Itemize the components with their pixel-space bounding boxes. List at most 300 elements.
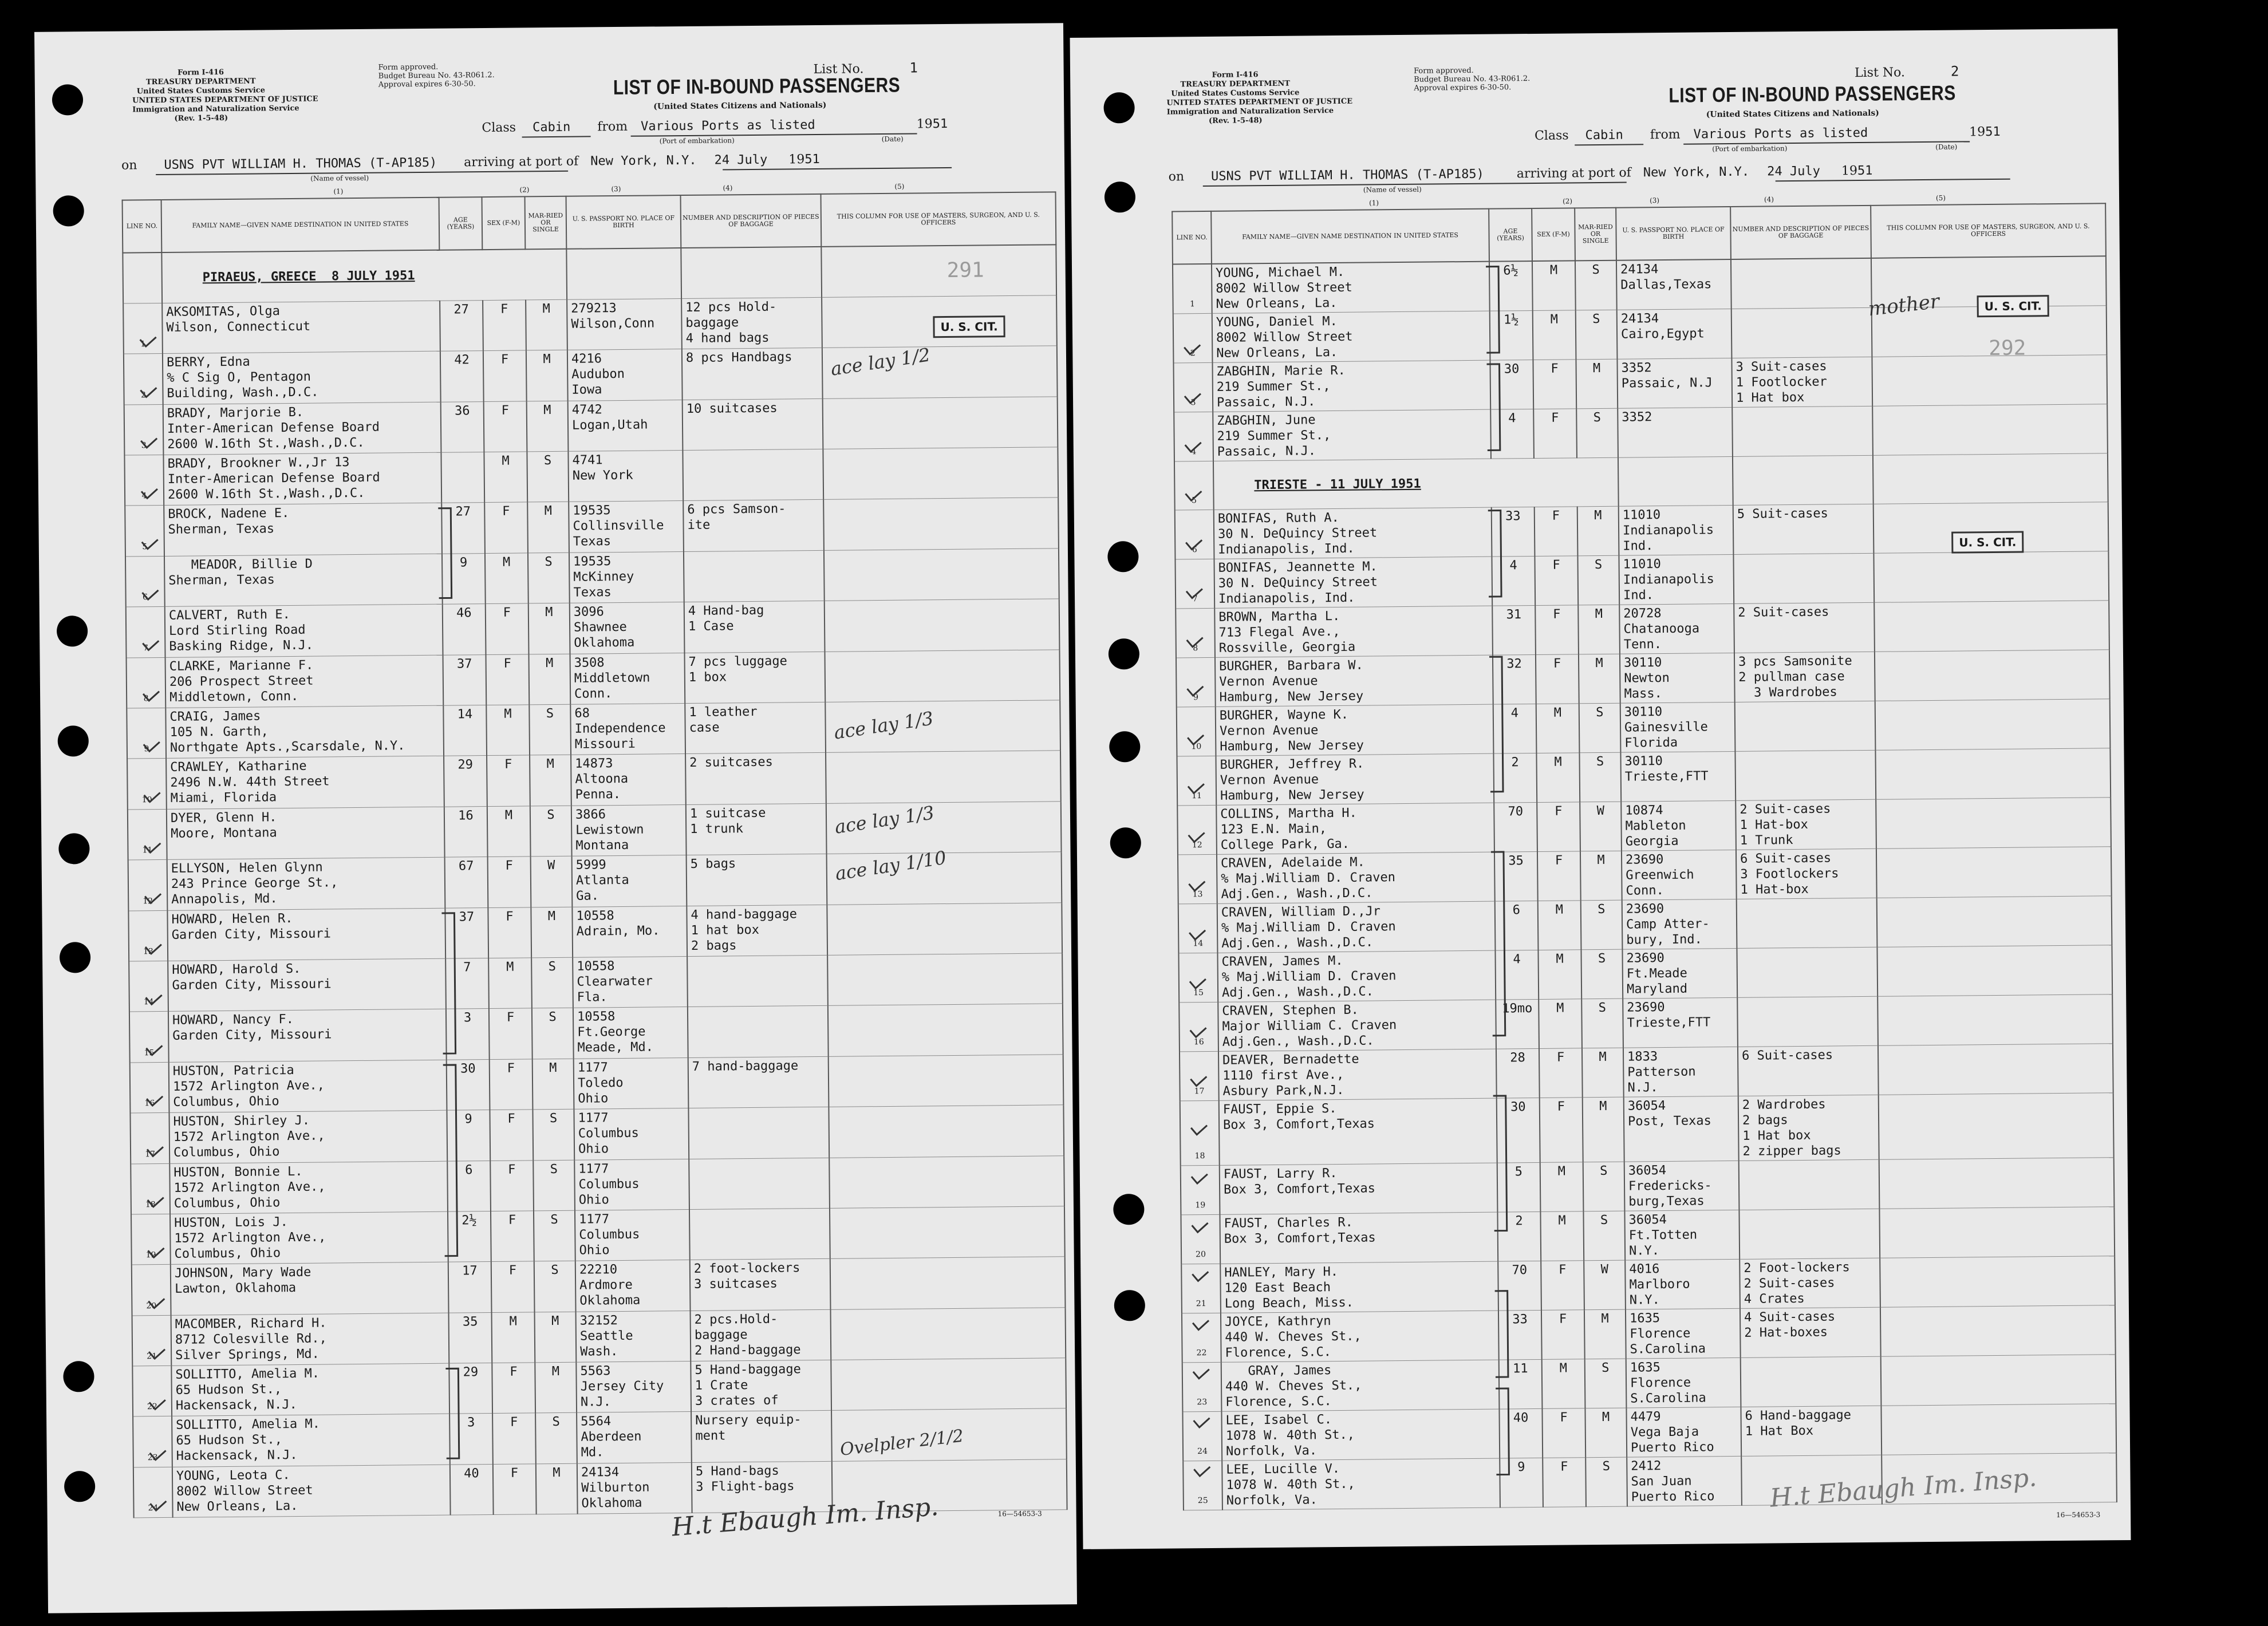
class-label: Class bbox=[482, 120, 516, 136]
check-mark bbox=[1192, 1174, 1208, 1183]
check-mark bbox=[142, 539, 158, 548]
line-number: 8 bbox=[1176, 609, 1215, 658]
age-cell: 2 bbox=[1493, 753, 1537, 803]
check-mark bbox=[1189, 882, 1205, 891]
passport-birthplace: 10558 Ft.George Meade, Md. bbox=[573, 1007, 688, 1059]
passport-birthplace: 11010 Indianapolis Ind. bbox=[1619, 555, 1734, 605]
baggage-description: 6 Hand-baggage 1 Hat Box bbox=[1741, 1406, 1882, 1456]
line-number: 19 bbox=[1181, 1166, 1220, 1215]
age-cell: 70 bbox=[1494, 803, 1537, 853]
age-cell: 37 bbox=[445, 907, 488, 958]
sex-cell: M bbox=[1538, 950, 1581, 1000]
line-number: 23 bbox=[133, 1416, 172, 1467]
passport-birthplace: 23690 Greenwich Conn. bbox=[1622, 850, 1737, 901]
age-cell: 33 bbox=[1498, 1311, 1542, 1360]
port-section-heading: PIRAEUS, GREECE 8 JULY 1951 bbox=[161, 249, 567, 303]
age-cell: 28 bbox=[1496, 1049, 1540, 1099]
list-number-value: 1 bbox=[909, 60, 918, 76]
baggage-description: 4 Hand-bag 1 Case bbox=[684, 601, 825, 653]
marital-status-cell: M bbox=[526, 350, 568, 401]
passenger-name-address: FAUST, Charles R. Box 3, Comfort,Texas bbox=[1220, 1212, 1498, 1264]
passenger-name-address: BURGHER, Wayne K. Vernon Avenue Hamburg, New Jersey bbox=[1216, 704, 1494, 756]
marital-status-cell: S bbox=[527, 451, 569, 502]
us-citizen-stamp: U. S. CIT. bbox=[1951, 531, 2024, 554]
marital-status-cell: S bbox=[1585, 1457, 1627, 1507]
check-mark bbox=[1188, 784, 1204, 793]
sex-cell: F bbox=[492, 1363, 535, 1414]
family-bracket bbox=[445, 1368, 459, 1458]
arrival-port: New York, N.Y. bbox=[1643, 164, 1750, 180]
age-cell: 30 bbox=[447, 1059, 490, 1110]
baggage-description: 1 leather case bbox=[685, 702, 826, 754]
marital-status-cell: S bbox=[1577, 555, 1619, 605]
marital-status-cell: W bbox=[531, 856, 573, 907]
passport-birthplace: 24134 Dallas,Texas bbox=[1616, 259, 1731, 310]
us-citizen-stamp: U. S. CIT. bbox=[933, 315, 1005, 338]
passport-birthplace: 1635 Florence S.Carolina bbox=[1626, 1309, 1741, 1359]
sex-cell: F bbox=[488, 907, 531, 958]
marital-status-cell: M bbox=[1577, 506, 1619, 556]
on-label: on bbox=[121, 158, 137, 173]
sex-cell: F bbox=[487, 755, 530, 806]
age-cell: 4 bbox=[1490, 409, 1534, 459]
sex-cell: F bbox=[1539, 1048, 1583, 1098]
line-number: 24 bbox=[1182, 1412, 1222, 1462]
age-cell: 9 bbox=[447, 1110, 490, 1161]
line-number: 17 bbox=[1180, 1052, 1219, 1102]
baggage-description: 2 Wardrobes 2 bags 1 Hat box 2 zipper bags bbox=[1738, 1095, 1879, 1161]
age-cell: 37 bbox=[443, 654, 487, 705]
check-mark bbox=[145, 945, 161, 954]
marital-status-cell: M bbox=[535, 1312, 577, 1363]
passenger-name-address: BERRY, Edna % C Sig O, Pentagon Building, Wash.,D.C. bbox=[163, 352, 441, 405]
marital-status-cell: M bbox=[530, 755, 571, 806]
marital-status-cell: S bbox=[528, 552, 570, 603]
baggage-description: 5 Hand-baggage 1 Crate 3 crates of bbox=[691, 1360, 831, 1412]
on-label: on bbox=[1168, 169, 1185, 184]
passenger-name-address: BROCK, Nadene E. Sherman, Texas bbox=[164, 503, 442, 557]
baggage-description: 4 Suit-cases 2 Hat-boxes bbox=[1740, 1307, 1881, 1357]
sex-cell: F bbox=[486, 603, 529, 654]
line-number: 3 bbox=[1173, 362, 1213, 412]
age-cell: 17 bbox=[448, 1262, 492, 1313]
passenger-name-address: ELLYSON, Helen Glynn 243 Prince George St., Annapolis, Md. bbox=[167, 857, 445, 910]
agency-customs: United States Customs Service bbox=[136, 86, 266, 96]
baggage-description: 6 pcs Samson- ite bbox=[683, 500, 824, 552]
approval-line: Form approved. bbox=[378, 62, 439, 72]
passport-birthplace: 10874 Mableton Georgia bbox=[1621, 801, 1736, 851]
approval-expiry-line: Approval expires 6-30-50. bbox=[378, 80, 476, 89]
baggage-description: 2 foot-lockers 3 suitcases bbox=[690, 1259, 831, 1311]
port-caption: (Port of embarkation) bbox=[1712, 144, 1788, 153]
check-mark bbox=[144, 792, 160, 802]
col-num-1: (1) bbox=[1368, 199, 1379, 207]
check-mark bbox=[140, 388, 156, 397]
marital-status-cell: M bbox=[527, 502, 569, 553]
marital-status-cell: W bbox=[1580, 802, 1622, 851]
page-title: LIST OF IN-BOUND PASSENGERS bbox=[1669, 82, 1956, 108]
passenger-name-address: LEE, Isabel C. 1078 W. 40th St., Norfolk, Va. bbox=[1221, 1409, 1500, 1461]
check-mark bbox=[1190, 1028, 1206, 1037]
from-label: from bbox=[1650, 127, 1681, 143]
passport-birthplace: 32152 Seattle Wash. bbox=[576, 1311, 691, 1362]
passenger-name-address: BRADY, Marjorie B. Inter-American Defense Board 2600 W.16th St.,Wash.,D.C. bbox=[163, 402, 441, 455]
arriving-label: arriving at port of bbox=[464, 154, 579, 170]
handwritten-annotation: mother bbox=[1867, 290, 1941, 321]
marital-status-cell: S bbox=[1581, 900, 1623, 950]
check-mark bbox=[1190, 979, 1206, 988]
sex-cell: M bbox=[487, 806, 531, 857]
check-mark bbox=[1194, 1467, 1210, 1476]
page-subtitle: (United States Citizens and Nationals) bbox=[653, 100, 827, 112]
family-bracket bbox=[1487, 364, 1500, 451]
passport-birthplace: 23690 Ft.Meade Maryland bbox=[1622, 949, 1737, 999]
arrival-date: 24 July bbox=[714, 152, 768, 168]
check-mark bbox=[1185, 443, 1201, 452]
age-cell: 40 bbox=[450, 1464, 494, 1515]
sex-cell: M bbox=[486, 705, 530, 756]
checkmark-overlay bbox=[34, 23, 1077, 1613]
line-number: 8 bbox=[127, 657, 166, 708]
check-mark bbox=[1189, 832, 1205, 842]
passenger-name-address: BONIFAS, Jeannette M. 30 N. DeQuincy Street Indianapolis, Ind. bbox=[1214, 557, 1492, 608]
passport-birthplace: 5564 Aberdeen Md. bbox=[577, 1412, 692, 1463]
agency-justice: UNITED STATES DEPARTMENT OF JUSTICE bbox=[1166, 97, 1353, 108]
age-cell: 6 bbox=[1495, 901, 1539, 951]
family-bracket bbox=[1486, 267, 1499, 353]
marital-status-cell: S bbox=[530, 806, 572, 857]
passport-birthplace: 3352 bbox=[1618, 407, 1733, 457]
port-caption: (Port of embarkation) bbox=[659, 136, 735, 145]
handwritten-annotation: ace lay 1/3 bbox=[833, 802, 936, 838]
sex-cell: F bbox=[1537, 851, 1581, 901]
sex-cell: M bbox=[1532, 261, 1576, 310]
page-stamp-number: 291 bbox=[946, 258, 984, 283]
passport-birthplace: 4016 Marlboro N.Y. bbox=[1625, 1260, 1740, 1310]
sex-cell: F bbox=[493, 1464, 537, 1515]
form-number: Form I-416 bbox=[1212, 70, 1259, 80]
vessel-name: USNS PVT WILLIAM H. THOMAS (T-AP185) bbox=[1210, 167, 1484, 184]
family-bracket bbox=[443, 1065, 457, 1256]
handwritten-annotation: Ovelpler 2/1/2 bbox=[839, 1426, 965, 1460]
marital-status-cell: M bbox=[535, 1362, 577, 1413]
marital-status-cell: S bbox=[1576, 408, 1618, 458]
embark-year: 51 bbox=[1985, 124, 2001, 140]
passenger-name-address: LEE, Lucille V. 1078 W. 40th St., Norfolk, Va. bbox=[1222, 1458, 1500, 1510]
line-number: 23 bbox=[1182, 1363, 1222, 1412]
class-value: Cabin bbox=[1585, 128, 1623, 143]
marital-status-cell: S bbox=[1583, 1162, 1625, 1211]
sex-cell: F bbox=[1537, 802, 1580, 852]
form-revision: (Rev. 1-5-48) bbox=[174, 113, 228, 123]
passport-birthplace: 36054 Fredericks- burg,Texas bbox=[1624, 1161, 1740, 1211]
passport-birthplace: 23690 Camp Atter- bury, Ind. bbox=[1622, 899, 1737, 950]
arrival-date: 24 July bbox=[1767, 164, 1821, 179]
vessel-caption: (Name of vessel) bbox=[310, 173, 369, 183]
line-number: 5 bbox=[125, 506, 164, 557]
passport-birthplace: 279213 Wilson,Conn bbox=[567, 298, 682, 350]
marital-status-cell: M bbox=[1580, 851, 1622, 901]
check-mark bbox=[141, 489, 157, 498]
marital-status-cell: M bbox=[1576, 359, 1618, 409]
check-mark bbox=[1185, 394, 1201, 403]
marital-status-cell: M bbox=[1578, 605, 1620, 654]
passenger-name-address: MACOMBER, Richard H. 8712 Colesville Rd., Silver Springs, Md. bbox=[171, 1313, 449, 1366]
marital-status-cell: M bbox=[1583, 1097, 1624, 1162]
baggage-description: 2 Suit-cases 1 Hat-box 1 Trunk bbox=[1735, 799, 1876, 850]
line-number: 4 bbox=[1174, 412, 1213, 461]
sex-cell: F bbox=[486, 654, 530, 705]
passport-birthplace: 1833 Patterson N.J. bbox=[1623, 1047, 1738, 1098]
passenger-name-address: HOWARD, Nancy F. Garden City, Missouri bbox=[168, 1009, 447, 1063]
marital-status-cell: S bbox=[532, 1008, 574, 1059]
age-cell: 32 bbox=[1493, 655, 1536, 705]
passport-birthplace: 3352 Passaic, N.J bbox=[1617, 358, 1732, 408]
col-num-5: (5) bbox=[894, 182, 905, 191]
line-number: 5 bbox=[1174, 461, 1214, 510]
col-num-4: (4) bbox=[1764, 195, 1774, 204]
marital-status-cell: M bbox=[533, 1059, 574, 1110]
year-prefix: 19 bbox=[1841, 164, 1858, 179]
passenger-name-address: HUSTON, Shirley J. 1572 Arlington Ave., Columbus, Ohio bbox=[169, 1110, 447, 1163]
sex-cell: F bbox=[490, 1160, 534, 1211]
header-sex: SEX (F-M) bbox=[482, 196, 526, 250]
sex-cell: M bbox=[1533, 310, 1576, 360]
line-number: 2 bbox=[1173, 313, 1213, 363]
header-line-no: LINE NO. bbox=[1172, 211, 1212, 265]
check-mark bbox=[148, 1248, 164, 1257]
age-cell: 5 bbox=[1497, 1163, 1541, 1213]
sex-cell: M bbox=[1542, 1359, 1585, 1409]
form-code: 16—54653-3 bbox=[997, 1509, 1042, 1518]
marital-status-cell: S bbox=[1581, 949, 1623, 999]
sex-cell: F bbox=[483, 350, 527, 401]
line-number: 7 bbox=[126, 607, 165, 658]
year-prefix: 19 bbox=[788, 152, 805, 167]
line-number: 21 bbox=[132, 1315, 172, 1366]
passport-birthplace: 4216 Audubon Iowa bbox=[567, 349, 683, 401]
passenger-name-address: COLLINS, Martha H. 123 E.N. Main, College Park, Ga. bbox=[1216, 803, 1494, 854]
passenger-name-address: SOLLITTO, Amelia M. 65 Hudson St., Hackensack, N.J. bbox=[171, 1363, 449, 1416]
age-cell: 9 bbox=[1500, 1458, 1543, 1508]
line-number: 25 bbox=[1183, 1461, 1222, 1510]
check-mark bbox=[150, 1501, 166, 1510]
passenger-name-address: YOUNG, Leota C. 8002 Willow Street New Orleans, La. bbox=[172, 1465, 451, 1518]
age-cell: 42 bbox=[440, 351, 484, 402]
embark-year: 51 bbox=[932, 116, 948, 132]
baggage-description: 12 pcs Hold- baggage 4 hand bags bbox=[681, 297, 822, 349]
header-line-no: LINE NO. bbox=[123, 200, 162, 253]
inspector-signature: H.t Ebaugh Im. Insp. bbox=[670, 1492, 940, 1542]
age-cell: 40 bbox=[1499, 1409, 1543, 1459]
sex-cell: M bbox=[488, 958, 532, 1009]
passenger-name-address: BROWN, Martha L. 713 Flegal Ave., Rossville, Georgia bbox=[1214, 606, 1493, 657]
passenger-name-address: CRAVEN, William D.,Jr % Maj.William D. Craven Adj.Gen., Wash.,D.C. bbox=[1217, 901, 1496, 953]
passport-birthplace: 20728 Chatanooga Tenn. bbox=[1619, 604, 1734, 654]
manifest-page-1 bbox=[34, 23, 1077, 1613]
passenger-name-address: CRAVEN, James M. % Maj.William D. Craven Adj.Gen., Wash.,D.C. bbox=[1217, 950, 1496, 1002]
sex-cell: F bbox=[491, 1211, 534, 1262]
age-cell: 30 bbox=[1490, 360, 1533, 409]
marital-status-cell: M bbox=[528, 654, 570, 705]
age-cell: 27 bbox=[441, 503, 485, 554]
sex-cell: F bbox=[1541, 1261, 1584, 1311]
check-mark bbox=[146, 995, 162, 1004]
line-number: 15 bbox=[1178, 953, 1218, 1003]
family-bracket bbox=[1495, 1291, 1508, 1378]
form-revision: (Rev. 1-5-48) bbox=[1208, 116, 1263, 125]
age-cell: 35 bbox=[449, 1312, 492, 1363]
sex-cell: M bbox=[492, 1312, 535, 1363]
sex-cell: F bbox=[492, 1413, 536, 1464]
passenger-name-address: BRADY, Brookner W.,Jr 13 Inter-American Defense Board 2600 W.16th St.,Wash.,D.C. bbox=[163, 452, 441, 506]
marital-status-cell: W bbox=[1584, 1260, 1626, 1310]
age-cell: 67 bbox=[445, 857, 488, 908]
passenger-name-address: HUSTON, Lois J. 1572 Arlington Ave., Columbus, Ohio bbox=[170, 1211, 448, 1265]
sex-cell: F bbox=[1535, 556, 1578, 606]
check-mark bbox=[1192, 1223, 1208, 1232]
handwritten-annotation: ace lay 1/2 bbox=[829, 344, 932, 380]
check-mark bbox=[1187, 638, 1203, 647]
age-cell: 27 bbox=[440, 300, 483, 351]
sex-cell: M bbox=[1536, 753, 1580, 803]
passport-birthplace: 36054 Post, Texas bbox=[1624, 1096, 1739, 1162]
agency-ins: Immigration and Naturalization Service bbox=[132, 104, 299, 115]
check-mark bbox=[147, 1147, 163, 1156]
baggage-description: 2 pcs.Hold- baggage 2 Hand-baggage bbox=[691, 1309, 831, 1361]
header-age: AGE (YEARS) bbox=[439, 197, 483, 250]
sex-cell: F bbox=[483, 300, 526, 351]
marital-status-cell: M bbox=[528, 603, 570, 654]
sex-cell: M bbox=[1538, 901, 1581, 950]
sex-cell: F bbox=[1543, 1458, 1586, 1507]
passport-birthplace: 23690 Trieste,FTT bbox=[1623, 998, 1738, 1048]
family-bracket bbox=[1493, 1096, 1507, 1231]
checkmark-overlay bbox=[1070, 29, 2131, 1549]
baggage-description: 5 Hand-bags 3 Flight-bags bbox=[692, 1461, 833, 1513]
vessel-name: USNS PVT WILLIAM H. THOMAS (T-AP185) bbox=[164, 155, 437, 172]
line-number: 3 bbox=[124, 404, 164, 455]
line-number: 1 bbox=[123, 303, 163, 354]
check-mark bbox=[141, 439, 157, 448]
sex-cell: M bbox=[1536, 704, 1580, 753]
passport-birthplace: 11010 Indianapolis Ind. bbox=[1619, 506, 1734, 556]
passenger-name-address: FAUST, Eppie S. Box 3, Comfort,Texas bbox=[1219, 1098, 1497, 1165]
agency-justice: UNITED STATES DEPARTMENT OF JUSTICE bbox=[132, 94, 318, 105]
line-number: 12 bbox=[1177, 806, 1217, 855]
header-passport: U. S. PASSPORT NO. PLACE OF BIRTH bbox=[566, 195, 681, 249]
passenger-name-address: CALVERT, Ruth E. Lord Stirling Road Basking Ridge, N.J. bbox=[165, 604, 443, 657]
col-num-3: (3) bbox=[611, 184, 621, 194]
check-mark bbox=[1192, 1272, 1208, 1281]
col-num-4: (4) bbox=[723, 184, 733, 192]
check-mark bbox=[1193, 1370, 1209, 1379]
inspector-signature: H.t Ebaugh Im. Insp. bbox=[1769, 1463, 2038, 1513]
family-bracket bbox=[1496, 1388, 1509, 1475]
baggage-description: 1 suitcase 1 trunk bbox=[686, 803, 827, 855]
age-cell: 46 bbox=[443, 604, 486, 655]
passport-birthplace: 10558 Adrain, Mo. bbox=[572, 906, 687, 957]
passenger-name-address: AKSOMITAS, Olga Wilson, Connecticut bbox=[162, 301, 440, 354]
line-number: 7 bbox=[1175, 559, 1214, 609]
line-number: 16 bbox=[1179, 1003, 1218, 1052]
page-title: LIST OF IN-BOUND PASSENGERS bbox=[613, 74, 901, 100]
sex-cell: F bbox=[488, 857, 531, 907]
age-cell: 29 bbox=[449, 1363, 492, 1414]
age-cell: 6 bbox=[447, 1161, 491, 1211]
line-number: 13 bbox=[128, 910, 168, 961]
baggage-description: Nursery equip- ment bbox=[691, 1411, 832, 1463]
marital-status-cell: M bbox=[527, 401, 569, 452]
list-number-label: List No. bbox=[1854, 65, 1906, 81]
passport-birthplace: 3096 Shawnee Oklahoma bbox=[570, 602, 685, 654]
passport-birthplace: 36054 Ft.Totten N.Y. bbox=[1624, 1210, 1740, 1261]
year-prefix: 19 bbox=[916, 117, 933, 132]
line-number: 20 bbox=[132, 1265, 171, 1316]
sex-cell: F bbox=[490, 1110, 533, 1161]
header-married: MAR-RIED OR SINGLE bbox=[1575, 208, 1616, 261]
sex-cell: F bbox=[1535, 507, 1578, 557]
sex-cell: M bbox=[484, 452, 527, 503]
passenger-name-address: HUSTON, Patricia 1572 Arlington Ave., Columbus, Ohio bbox=[169, 1060, 447, 1113]
col-num-2: (2) bbox=[1562, 197, 1573, 206]
line-number: 19 bbox=[131, 1214, 171, 1265]
marital-status-cell: M bbox=[1582, 1048, 1624, 1098]
age-cell: 2½ bbox=[448, 1211, 491, 1262]
date-caption: (Date) bbox=[1935, 143, 1958, 151]
line-number: 2 bbox=[124, 354, 163, 405]
passenger-name-address: HANLEY, Mary H. 120 East Beach Long Beach, Miss. bbox=[1220, 1261, 1498, 1313]
baggage-description: 2 Foot-lockers 2 Suit-cases 4 Crates bbox=[1740, 1258, 1880, 1308]
check-mark bbox=[144, 742, 160, 751]
handwritten-annotation: ace lay 1/10 bbox=[834, 846, 948, 885]
line-number: 11 bbox=[1177, 756, 1216, 806]
sex-cell: F bbox=[1535, 605, 1579, 655]
passenger-name-address: CLARKE, Marianne F. 206 Prospect Street Middletown, Conn. bbox=[165, 655, 444, 708]
passport-birthplace: 24134 Wilburton Oklahoma bbox=[577, 1462, 692, 1514]
list-number-label: List No. bbox=[813, 62, 864, 77]
line-number: 10 bbox=[1177, 707, 1216, 757]
passport-birthplace: 30110 Newton Mass. bbox=[1620, 653, 1735, 704]
passport-birthplace: 3866 Lewistown Montana bbox=[571, 804, 687, 856]
header-officers: THIS COLUMN FOR USE OF MASTERS, SURGEON, AND U. S. OFFICERS bbox=[821, 192, 1056, 247]
sex-cell: F bbox=[1533, 360, 1576, 409]
check-mark bbox=[145, 894, 161, 903]
arrival-port: New York, N.Y. bbox=[590, 153, 697, 169]
vessel-caption: (Name of vessel) bbox=[1363, 185, 1422, 194]
col-num-1: (1) bbox=[333, 187, 344, 196]
from-label: from bbox=[597, 119, 628, 135]
passenger-name-address: CRAWLEY, Katharine 2496 N.W. 44th Street Miami, Florida bbox=[166, 756, 444, 810]
arrival-year: 51 bbox=[804, 152, 820, 167]
baggage-description: 7 pcs luggage 1 box bbox=[684, 652, 825, 704]
passport-birthplace: 1177 Columbus Ohio bbox=[574, 1159, 689, 1210]
sex-cell: F bbox=[1540, 1098, 1583, 1163]
age-cell: 9 bbox=[442, 553, 486, 604]
sex-cell: M bbox=[1540, 1211, 1584, 1261]
age-cell: 33 bbox=[1492, 507, 1535, 557]
passport-birthplace: 24134 Cairo,Egypt bbox=[1617, 309, 1732, 359]
line-number: 13 bbox=[1178, 855, 1217, 905]
passenger-name-address: YOUNG, Daniel M. 8002 Willow Street New Orleans, La. bbox=[1212, 311, 1490, 362]
passport-birthplace: 2412 San Juan Puerto Rico bbox=[1627, 1457, 1742, 1507]
page-stamp-number: 292 bbox=[1989, 336, 2026, 361]
passport-birthplace: 5999 Atlanta Ga. bbox=[572, 855, 687, 907]
check-mark bbox=[1186, 589, 1202, 598]
check-mark bbox=[1184, 345, 1200, 354]
baggage-description: 7 hand-baggage bbox=[688, 1056, 829, 1108]
port-of-embarkation: Various Ports as listed bbox=[640, 117, 815, 134]
